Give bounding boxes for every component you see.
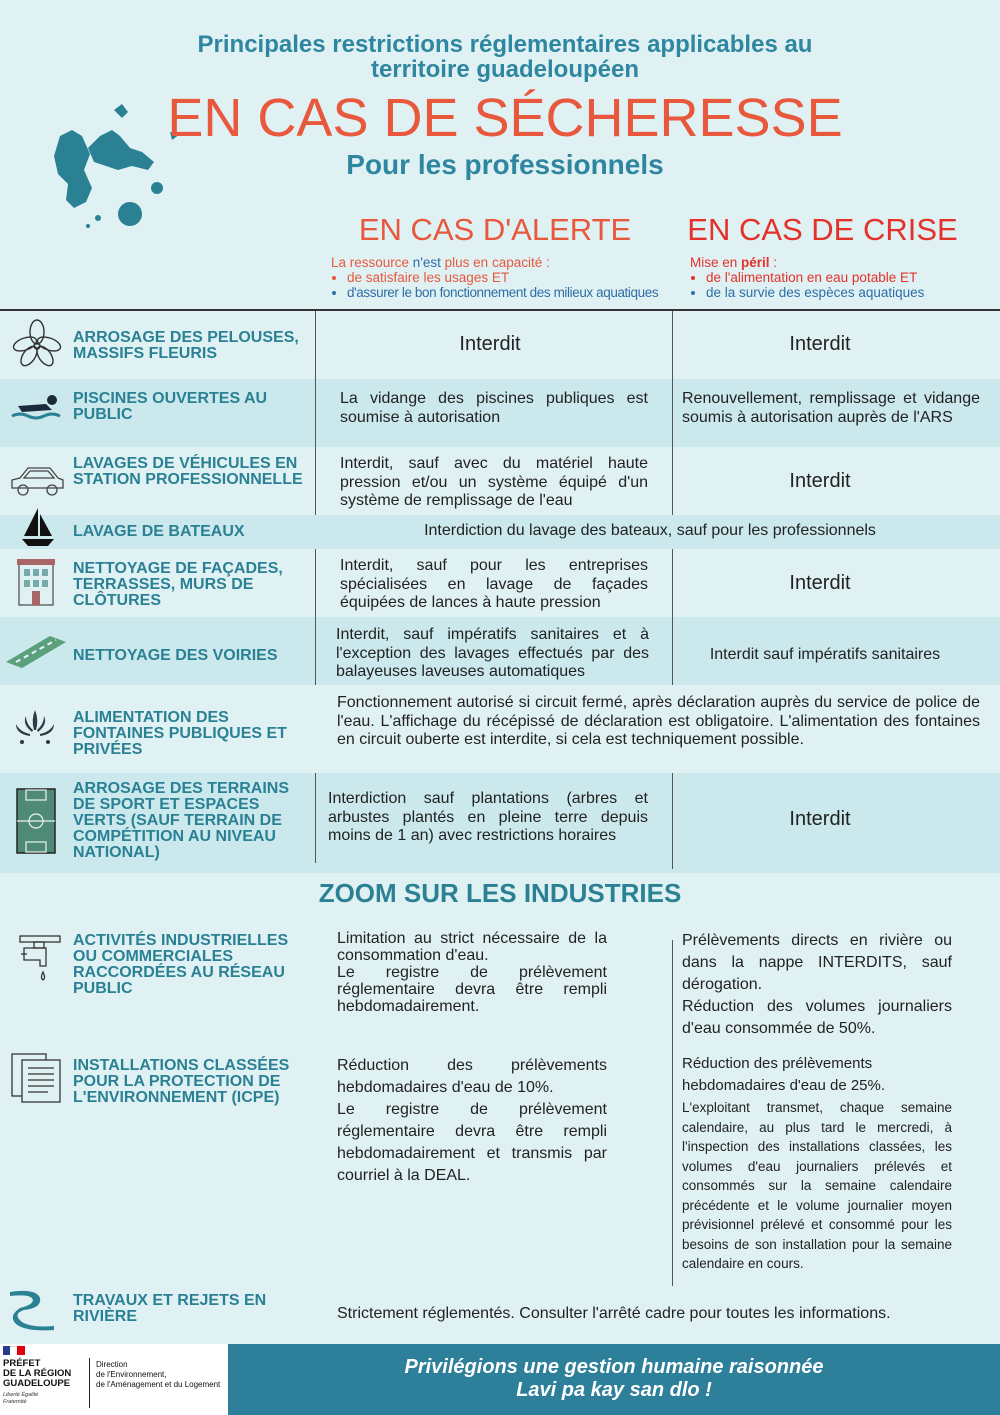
crise-cell: Interdit — [789, 808, 851, 830]
row-label: ACTIVITÉS INDUSTRIELLES OU COMMERCIALES RACCORDÉES AU RÉSEAU PUBLIC — [73, 932, 289, 997]
main-title: EN CAS DE SÉCHERESSE — [167, 88, 843, 148]
row-label: ALIMENTATION DES FONTAINES PUBLIQUES ET PRIVÉES — [73, 709, 287, 758]
road-icon — [4, 632, 68, 672]
crise-cell: Interdit — [789, 333, 851, 355]
column-divider — [672, 773, 673, 869]
swimmer-icon — [8, 392, 66, 422]
document-icon — [10, 1052, 64, 1104]
river-icon — [6, 1286, 60, 1332]
car-icon — [8, 462, 66, 500]
logo-line: GUADELOUPE — [3, 1378, 71, 1389]
alert-cell: Le registre de prélèvement réglementaire devra être rempli hebdomadairement. — [337, 964, 607, 1015]
logo-line: PRÉFET — [3, 1358, 41, 1369]
row-label: PISCINES OUVERTES AU PUBLIC — [73, 390, 268, 423]
alert-column-title: EN CAS D'ALERTE — [358, 212, 632, 247]
alert-item: • d'assurer le bon fonctionnement des milieux aquatiques — [347, 285, 676, 300]
column-divider — [672, 549, 673, 685]
both-cell: Interdiction du lavage des bateaux, sauf pour les professionnels — [424, 522, 876, 539]
alert-cell: Interdit, sauf impératifs sanitaires et à l'exception des lavages effectués par des balayeuses laveuses automatiques — [336, 626, 649, 680]
row-label: NETTOYAGE DES VOIRIES — [73, 647, 278, 664]
column-divider — [315, 549, 316, 685]
dept-line: de l'Environnement, — [96, 1370, 167, 1379]
crise-cell: Interdit — [789, 572, 851, 594]
crise-cell: Interdit sauf impératifs sanitaires — [709, 646, 941, 663]
slogan-line: Lavi pa kay san dlo ! — [516, 1379, 712, 1401]
crise-column-title: EN CAS DE CRISE — [687, 212, 958, 247]
row-label: LAVAGE DE BATEAUX — [73, 523, 245, 540]
sports-field-icon — [16, 788, 56, 854]
alert-intro: La ressource n'est plus en capacité : • de satisfaire les usages ET • d'assurer le bon fonctionnement des milieux aquatiques — [331, 255, 676, 300]
flower-icon — [8, 318, 66, 372]
logo-line: DE LA RÉGION — [3, 1368, 72, 1379]
row-label: TRAVAUX ET REJETS EN RIVIÈRE — [73, 1292, 267, 1325]
dept-line: de l'Aménagement et du Logement — [96, 1380, 221, 1389]
row-label: ARROSAGE DES TERRAINS DE SPORT ET ESPACES VERTS (SAUF TERRAIN DE COMPÉTITION AU NIVEAU NATIONAL) — [73, 780, 290, 861]
alert-cell: Interdiction sauf plantations (arbres et arbustes plantés en pleine terre depuis moins de 1 an) avec restrictions horaires — [328, 790, 648, 844]
tap-icon — [18, 934, 62, 984]
slogan-line: Privilégions une gestion humaine raisonnée — [404, 1356, 824, 1378]
crise-cell: Réduction des prélèvements hebdomadaires d'eau de 25%. — [682, 1055, 886, 1094]
crise-cell: L'exploitant transmet, chaque semaine calendaire, au plus tard le mercredi, à l'inspection des installations classées, les volumes d'eau journaliers prélevés et consommés sur la semaine calendaire précédente et le volume journalier moyen prévisionnel prélevé et consommé pour les besoins de son installation pour la semaine calendaire en cours. — [682, 1100, 952, 1271]
row-label: NETTOYAGE DE FAÇADES, TERRASSES, MURS DE CLÔTURES — [73, 560, 283, 609]
crise-cell: Renouvellement, remplissage et vidange soumis à autorisation auprès de l'ARS — [682, 390, 980, 426]
fountain-icon — [12, 706, 58, 746]
alert-item: • de satisfaire les usages ET — [347, 270, 676, 285]
subtitle: Pour les professionnels — [346, 149, 664, 180]
alert-cell: Interdit, sauf avec du matériel haute pression et/ou un système équipé d'un système de remplissage de l'eau — [340, 455, 648, 509]
row-label: LAVAGES DE VÉHICULES EN STATION PROFESSIONNELLE — [73, 455, 303, 488]
alert-cell: Interdit — [459, 333, 521, 355]
column-divider — [315, 773, 316, 863]
flag-icon — [3, 1346, 25, 1355]
motto: Liberté Égalité Fraternité — [3, 1392, 39, 1405]
crise-intro: Mise en péril : • de l'alimentation en eau potable ET • de la survie des espèces aquatiques — [690, 255, 990, 300]
alert-cell: La vidange des piscines publiques est soumise à autorisation — [340, 390, 648, 426]
alert-cell: Le registre de prélèvement réglementaire devra être rempli hebdomadairement et transmis par courriel à la DEAL. — [337, 1101, 607, 1184]
alert-cell: Interdit, sauf pour les entreprises spécialisées en lavage de façades équipées de lances à haute pression — [340, 557, 648, 611]
building-icon — [16, 557, 56, 607]
crise-item: • de l'alimentation en eau potable ET — [706, 270, 990, 285]
logo-divider — [89, 1358, 90, 1408]
row-label: INSTALLATIONS CLASSÉES POUR LA PROTECTION DE L'ENVIRONNEMENT (ICPE) — [73, 1057, 290, 1106]
alert-cell: Limitation au strict nécessaire de la consommation d'eau. — [337, 930, 607, 964]
alert-cell: Réduction des prélèvements hebdomadaires d'eau de 10%. — [337, 1057, 607, 1096]
crise-item: • de la survie des espèces aquatiques — [706, 285, 990, 300]
sailboat-icon — [20, 506, 56, 548]
zoom-title: ZOOM SUR LES INDUSTRIES — [318, 878, 682, 908]
column-divider — [672, 311, 673, 515]
header-separator — [0, 309, 1000, 311]
footer-slogan — [228, 1356, 1000, 1402]
column-divider — [672, 940, 673, 1286]
crise-cell: Réduction des volumes journaliers d'eau consommée de 50%. — [682, 998, 952, 1037]
both-cell: Strictement réglementés. Consulter l'arrêté cadre pour toutes les informations. — [337, 1305, 891, 1322]
column-divider — [315, 311, 316, 515]
header-title-line: Principales restrictions réglementaires applicables au territoire guadeloupéen — [197, 31, 813, 83]
both-cell: Fonctionnement autorisé si circuit fermé, après déclaration auprès du service de police de l'eau. L'affichage du récépissé de déclaration est obligatoire. L'alimentation des fontaines en circuit ouberte est interdite, si cela est techniquement possible. — [337, 694, 980, 748]
prefet-logo — [0, 1344, 228, 1415]
row-label: ARROSAGE DES PELOUSES, MASSIFS FLEURIS — [73, 329, 299, 362]
crise-cell: Interdit — [789, 470, 851, 492]
crise-cell: Prélèvements directs en rivière ou dans la nappe INTERDITS, sauf dérogation. — [682, 932, 952, 993]
dept-line: Direction — [96, 1360, 128, 1369]
